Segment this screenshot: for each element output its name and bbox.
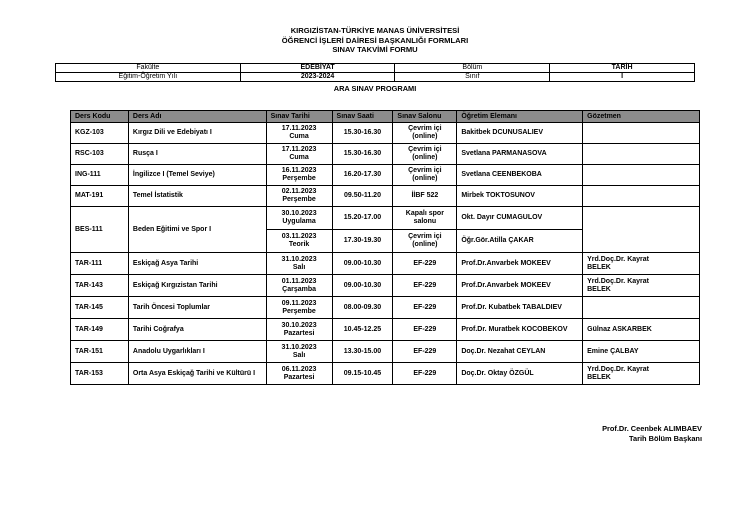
proctor-line: Yrd.Doç.Dr. Kayrat [587,365,649,373]
teacher [457,230,583,253]
exam-room-line: (online) [412,241,438,248]
course-name [128,253,266,275]
exam-time [332,230,393,253]
exam-room-line: İİBF 522 [411,192,439,199]
course-name [128,319,266,341]
proctor [583,275,700,297]
course-code [71,207,129,253]
course-code-line: TAR-149 [75,325,103,333]
table-body [71,123,700,385]
exam-time-line: 15.30-16.30 [343,129,382,136]
proctor [583,165,700,186]
document-header [0,26,750,55]
course-code-line: ING-111 [75,171,101,178]
exam-date-line: Pazartesi [283,373,315,381]
exam-time-line: 09.00-10.30 [343,259,382,267]
exam-room [393,123,457,144]
exam-time [332,165,393,186]
proctor-line: Emine ÇALBAY [587,347,639,355]
course-name [128,186,266,207]
course-name [128,341,266,363]
exam-time [332,123,393,144]
course-name-line: Tarihi Coğrafya [132,325,184,333]
exam-time [332,297,393,319]
exam-title: ARA SINAV PROGRAMI [333,84,417,93]
table-row [71,207,700,230]
course-code-line: BES-111 [75,225,103,233]
course-code [71,123,129,144]
yil-label: Eğitim-Öğretim Yılı [56,73,241,82]
exam-time-line: 15.20-17.00 [343,214,382,221]
exam-time-line: 09.50-11.20 [343,192,381,199]
course-code-line: KGZ-103 [75,129,104,136]
exam-time-line: 10.45-12.25 [343,325,382,333]
exam-room-line: EF-229 [413,303,437,311]
course-code-line: TAR-153 [75,369,103,377]
exam-date [266,165,332,186]
exam-date [266,275,332,297]
exam-room [393,275,457,297]
exam-time [332,207,393,230]
exam-room [393,253,457,275]
exam-time [332,275,393,297]
col-header-date: Sınav Tarihi [266,111,332,123]
exam-date-line: 30.10.2023 [281,210,317,217]
exam-date-line: Pazartesi [283,329,315,337]
teacher-line: Prof.Dr. Muratbek KOCOBEKOV [461,325,568,333]
exam-date [266,363,332,385]
exam-time [332,144,393,165]
course-code [71,144,129,165]
col-header-code: Ders Kodu [71,111,129,123]
table-row [71,253,700,275]
course-code [71,186,129,207]
teacher-line: Prof.Dr.Anvarbek MOKEEV [461,259,551,267]
exam-date [266,341,332,363]
proctor [583,319,700,341]
teacher-line: Mirbek TOKTOSUNOV [461,192,535,199]
proctor [583,207,700,253]
info-row-2 [56,73,695,82]
teacher [457,253,583,275]
exam-date-line: 16.11.2023 [281,167,317,174]
teacher [457,297,583,319]
course-name-line: Eskiçağ Asya Tarihi [132,259,199,267]
course-code [71,341,129,363]
course-code-line: RSC-103 [75,150,104,157]
exam-date-line: 31.10.2023 [281,343,317,351]
exam-table [70,110,700,385]
course-name [128,297,266,319]
exam-date-line: Perşembe [282,175,316,182]
exam-room [393,144,457,165]
teacher [457,275,583,297]
exam-room-line: salonu [413,218,437,225]
exam-date [266,144,332,165]
teacher [457,319,583,341]
table-row [71,186,700,207]
proctor [583,144,700,165]
exam-date-line: 17.11.2023 [281,146,317,153]
course-name [128,165,266,186]
course-code [71,253,129,275]
teacher-line: Okt. Dayır CUMAGULOV [461,214,543,221]
exam-room-line: Çevrim içi [408,233,442,240]
exam-time-line: 09.15-10.45 [343,369,382,377]
exam-date [266,319,332,341]
course-code-line: MAT-191 [75,192,104,199]
teacher [457,207,583,230]
col-header-room: Sınav Salonu [393,111,457,123]
exam-date-line: Perşembe [282,307,316,315]
teacher-line: Prof.Dr. Kubatbek TABALDIEV [461,303,562,311]
sinif-value: I [550,73,695,82]
fakulte-value: EDEBİYAT [240,64,395,73]
teacher [457,123,583,144]
exam-date-line: 01.11.2023 [281,277,317,285]
teacher-line: Svetlana PARMANASOVA [461,150,547,157]
exam-room [393,230,457,253]
exam-date-line: 02.11.2023 [281,188,317,195]
exam-date-line: Perşembe [282,196,316,203]
proctor-line: Yrd.Doç.Dr. Kayrat [587,255,649,263]
exam-date-line: Çarşamba [282,285,316,293]
yil-value: 2023-2024 [240,73,395,82]
exam-time-line: 08.00-09.30 [343,303,382,311]
proctor-line: Yrd.Doç.Dr. Kayrat [587,277,649,285]
exam-room-line: EF-229 [413,369,437,377]
table-row [71,363,700,385]
course-name [128,363,266,385]
course-code-line: TAR-145 [75,303,103,311]
exam-room-line: (online) [412,154,438,161]
col-header-time: Sınav Saati [332,111,393,123]
header-line-2: ÖĞRENCİ İŞLERİ DAİRESİ BAŞKANLIĞI FORMLARI [281,35,469,45]
course-code-line: TAR-143 [75,281,103,289]
course-name [128,123,266,144]
exam-date-line: 17.11.2023 [281,125,317,132]
course-name-line: Anadolu Uygarlıkları I [132,347,205,355]
exam-room-line: Çevrim içi [408,167,442,174]
exam-room [393,207,457,230]
exam-date-line: 31.10.2023 [281,255,317,263]
teacher-line: Doç.Dr. Oktay ÖZGÜL [461,369,534,377]
fakulte-label: Fakülte [56,64,241,73]
exam-date-line: Teorik [288,241,310,248]
signature-title: Tarih Bölüm Başkanı [629,433,702,443]
course-code [71,165,129,186]
exam-date-line: 03.11.2023 [281,233,317,240]
header-line-1: KIRGIZİSTAN-TÜRKİYE MANAS ÜNİVERSİTESİ [290,26,460,35]
proctor [583,186,700,207]
proctor-line: BELEK [587,373,611,381]
exam-time [332,253,393,275]
teacher-line: Öğr.Gör.Atilla ÇAKAR [461,237,534,244]
course-name [128,275,266,297]
exam-date [266,297,332,319]
course-code [71,363,129,385]
exam-date [266,186,332,207]
exam-room-line: Çevrim içi [408,125,442,132]
teacher-line: Bakitbek DCUNUSALIEV [461,129,543,136]
exam-date-line: Cuma [289,154,309,161]
exam-date [266,207,332,230]
table-row [71,319,700,341]
exam-time [332,319,393,341]
exam-room-line: EF-229 [413,259,437,267]
table-row [71,123,700,144]
signature-name: Prof.Dr. Ceenbek ALIMBAEV [602,424,702,433]
course-name-line: Beden Eğitimi ve Spor I [132,225,212,233]
course-name-line: Kırgız Dili ve Edebiyatı I [132,129,212,136]
exam-date [266,230,332,253]
course-name-line: Eskiçağ Kırgızistan Tarihi [132,281,218,289]
exam-time-line: 15.30-16.30 [343,150,382,157]
table-row [71,341,700,363]
proctor [583,123,700,144]
exam-time [332,186,393,207]
teacher [457,144,583,165]
col-header-name: Ders Adı [128,111,266,123]
exam-room [393,341,457,363]
exam-room [393,363,457,385]
exam-time [332,363,393,385]
exam-time-line: 16.20-17.30 [343,171,382,178]
course-code-line: TAR-111 [75,259,103,267]
teacher [457,363,583,385]
course-name-line: Rusça I [132,150,158,157]
table-row [71,165,700,186]
exam-date-line: 30.10.2023 [281,321,317,329]
teacher-line: Prof.Dr.Anvarbek MOKEEV [461,281,551,289]
course-name-line: Tarih Öncesi Toplumlar [132,303,211,311]
exam-room-line: Çevrim içi [408,146,442,153]
exam-date [266,253,332,275]
course-code [71,319,129,341]
course-name-line: Orta Asya Eskiçağ Tarihi ve Kültürü I [132,369,256,377]
header-line-3: SINAV TAKVİMİ FORMU [332,45,418,54]
exam-date-line: Cuma [289,133,309,140]
exam-time [332,341,393,363]
proctor [583,363,700,385]
bolum-value: TARİH [550,64,695,73]
exam-room-line: EF-229 [413,325,437,333]
exam-room-line: (online) [412,175,438,182]
teacher-line: Doç.Dr. Nezahat CEYLAN [461,347,546,355]
teacher-line: Svetlana CEENBEKOBA [461,171,542,178]
course-code [71,297,129,319]
proctor [583,253,700,275]
bolum-label: Bölüm [395,64,550,73]
exam-room-line: Kapalı spor [405,210,444,217]
teacher [457,186,583,207]
exam-room [393,186,457,207]
col-header-proctor: Gözetmen [583,111,700,123]
exam-date-line: Salı [292,263,306,271]
exam-date-line: 06.11.2023 [281,365,317,373]
exam-room-line: EF-229 [413,281,437,289]
exam-room [393,297,457,319]
course-name [128,207,266,253]
table-row [71,297,700,319]
exam-date-line: Salı [292,351,306,359]
proctor [583,297,700,319]
col-header-teacher: Öğretim Elemanı [457,111,583,123]
proctor-line: BELEK [587,263,611,271]
teacher [457,341,583,363]
teacher [457,165,583,186]
exam-date-line: Uygulama [282,218,316,225]
course-name-line: İngilizce I (Temel Seviye) [132,171,215,178]
table-header-row [71,111,700,123]
exam-time-line: 13.30-15.00 [343,347,382,355]
exam-date-line: 09.11.2023 [281,299,317,307]
exam-time-line: 17.30-19.30 [343,237,382,244]
exam-room [393,319,457,341]
exam-room [393,165,457,186]
sinif-label: Sınıf [395,73,550,82]
exam-room-line: (online) [412,133,438,140]
proctor [583,341,700,363]
table-row [71,275,700,297]
info-table [55,63,695,82]
signature-block [602,424,702,443]
table-row [71,144,700,165]
course-name-line: Temel İstatistik [132,192,183,199]
course-name [128,144,266,165]
info-row-1 [56,64,695,73]
exam-date [266,123,332,144]
proctor-line: BELEK [587,285,611,293]
exam-time-line: 09.00-10.30 [343,281,382,289]
course-code [71,275,129,297]
proctor-line: Gülnaz ASKARBEK [587,325,652,333]
exam-room-line: EF-229 [413,347,437,355]
course-code-line: TAR-151 [75,347,103,355]
